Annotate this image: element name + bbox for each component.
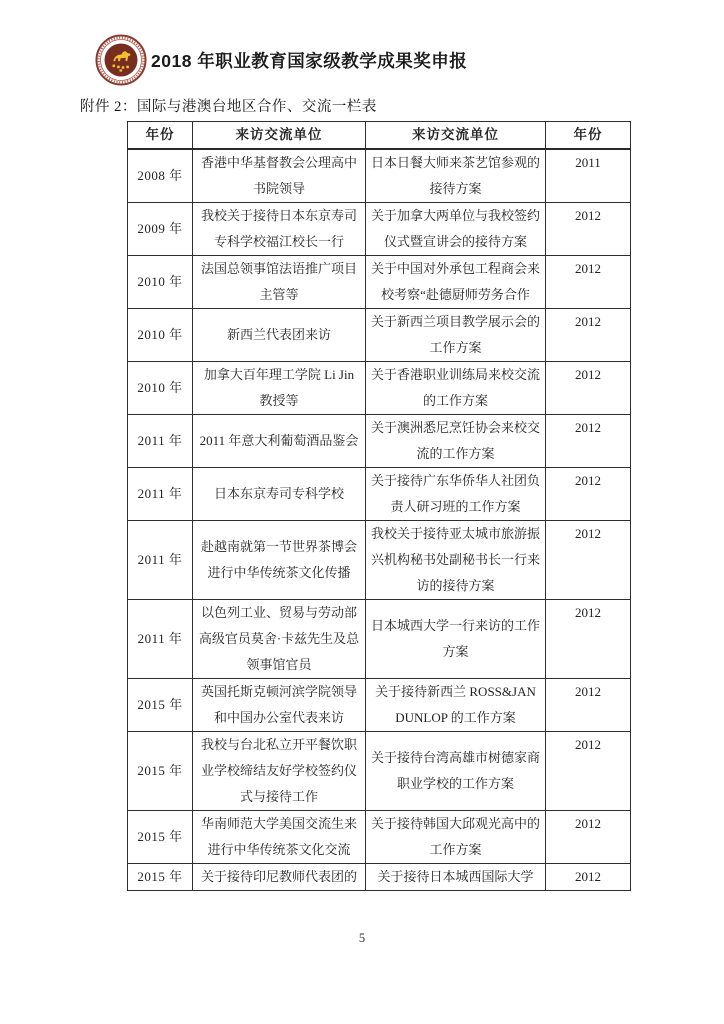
year-left-cell: 2015 年 bbox=[128, 864, 193, 891]
year-left-cell: 2008 年 bbox=[128, 149, 193, 203]
document-header bbox=[95, 34, 467, 86]
year-right-cell: 2012 bbox=[546, 309, 631, 362]
table-row bbox=[128, 149, 631, 203]
year-right-cell: 2012 bbox=[546, 203, 631, 256]
unit-right-cell: 关于澳洲悉尼烹饪协会来校交流的工作方案 bbox=[366, 415, 546, 468]
year-left-cell: 2011 年 bbox=[128, 521, 193, 600]
year-left-cell: 2010 年 bbox=[128, 362, 193, 415]
table-row bbox=[128, 600, 631, 679]
unit-right-cell: 关于接待日本城西国际大学 bbox=[366, 864, 546, 891]
table-row bbox=[128, 256, 631, 309]
unit-left-cell: 香港中华基督教会公理高中书院领导 bbox=[193, 149, 366, 203]
unit-left-cell: 2011 年意大利葡萄酒品鉴会 bbox=[193, 415, 366, 468]
unit-left-cell: 华南师范大学美国交流生来进行中华传统茶文化交流 bbox=[193, 811, 366, 864]
unit-left-cell: 我校与台北私立开平餐饮职业学校缔结友好学校签约仪式与接待工作 bbox=[193, 732, 366, 811]
year-left-cell: 2009 年 bbox=[128, 203, 193, 256]
table-row bbox=[128, 468, 631, 521]
year-right-cell: 2012 bbox=[546, 468, 631, 521]
school-seal-icon bbox=[95, 34, 147, 86]
year-right-cell: 2012 bbox=[546, 600, 631, 679]
col-header-year-right: 年份 bbox=[546, 122, 631, 150]
year-right-cell: 2012 bbox=[546, 679, 631, 732]
col-header-unit-left: 来访交流单位 bbox=[193, 122, 366, 150]
attachment-label: 附件 2：国际与港澳台地区合作、交流一栏表 bbox=[80, 99, 377, 115]
table-row bbox=[128, 864, 631, 891]
table-header-row bbox=[128, 122, 631, 150]
exchange-table bbox=[127, 121, 631, 891]
table-row bbox=[128, 521, 631, 600]
year-left-cell: 2011 年 bbox=[128, 415, 193, 468]
unit-left-cell: 以色列工业、贸易与劳动部高级官员莫舍·卡兹先生及总领事馆官员 bbox=[193, 600, 366, 679]
unit-right-cell: 日本城西大学一行来访的工作方案 bbox=[366, 600, 546, 679]
unit-right-cell: 日本日餐大师来茶艺馆参观的接待方案 bbox=[366, 149, 546, 203]
year-right-cell: 2012 bbox=[546, 256, 631, 309]
year-left-cell: 2015 年 bbox=[128, 679, 193, 732]
year-right-cell: 2012 bbox=[546, 521, 631, 600]
unit-right-cell: 关于加拿大两单位与我校签约仪式暨宣讲会的接待方案 bbox=[366, 203, 546, 256]
table-row bbox=[128, 362, 631, 415]
table-row bbox=[128, 415, 631, 468]
unit-right-cell: 关于接待韩国大邱观光高中的工作方案 bbox=[366, 811, 546, 864]
unit-left-cell: 关于接待印尼教师代表团的 bbox=[193, 864, 366, 891]
year-left-cell: 2015 年 bbox=[128, 732, 193, 811]
unit-right-cell: 关于接待新西兰 ROSS&JAN DUNLOP 的工作方案 bbox=[366, 679, 546, 732]
year-right-cell: 2012 bbox=[546, 811, 631, 864]
table-body bbox=[128, 149, 631, 891]
unit-left-cell: 新西兰代表团来访 bbox=[193, 309, 366, 362]
table-row bbox=[128, 203, 631, 256]
unit-left-cell: 法国总领事馆法语推广项目主管等 bbox=[193, 256, 366, 309]
unit-right-cell: 关于新西兰项目教学展示会的工作方案 bbox=[366, 309, 546, 362]
year-right-cell: 2011 bbox=[546, 149, 631, 203]
unit-right-cell: 我校关于接待亚太城市旅游振兴机构秘书处副秘书长一行来访的接待方案 bbox=[366, 521, 546, 600]
unit-right-cell: 关于香港职业训练局来校交流的工作方案 bbox=[366, 362, 546, 415]
unit-left-cell: 加拿大百年理工学院 Li Jin 教授等 bbox=[193, 362, 366, 415]
year-left-cell: 2010 年 bbox=[128, 256, 193, 309]
year-right-cell: 2012 bbox=[546, 415, 631, 468]
table-row bbox=[128, 811, 631, 864]
year-left-cell: 2010 年 bbox=[128, 309, 193, 362]
unit-right-cell: 关于接待台湾高雄市树德家商职业学校的工作方案 bbox=[366, 732, 546, 811]
table-row bbox=[128, 732, 631, 811]
col-header-year-left: 年份 bbox=[128, 122, 193, 150]
year-left-cell: 2015 年 bbox=[128, 811, 193, 864]
unit-left-cell: 日本东京寿司专科学校 bbox=[193, 468, 366, 521]
table-row bbox=[128, 309, 631, 362]
year-right-cell: 2012 bbox=[546, 732, 631, 811]
page-title: 2018 年职业教育国家级教学成果奖申报 bbox=[151, 50, 468, 71]
year-left-cell: 2011 年 bbox=[128, 600, 193, 679]
year-right-cell: 2012 bbox=[546, 864, 631, 891]
year-left-cell: 2011 年 bbox=[128, 468, 193, 521]
col-header-unit-right: 来访交流单位 bbox=[366, 122, 546, 150]
year-right-cell: 2012 bbox=[546, 362, 631, 415]
unit-left-cell: 我校关于接待日本东京寿司专科学校福江校长一行 bbox=[193, 203, 366, 256]
unit-right-cell: 关于接待广东华侨华人社团负责人研习班的工作方案 bbox=[366, 468, 546, 521]
page-number: 5 bbox=[358, 931, 366, 945]
unit-right-cell: 关于中国对外承包工程商会来校考察“赴德厨师劳务合作 bbox=[366, 256, 546, 309]
table-row bbox=[128, 679, 631, 732]
unit-left-cell: 赴越南就第一节世界茶博会进行中华传统茶文化传播 bbox=[193, 521, 366, 600]
unit-left-cell: 英国托斯克顿河滨学院领导和中国办公室代表来访 bbox=[193, 679, 366, 732]
